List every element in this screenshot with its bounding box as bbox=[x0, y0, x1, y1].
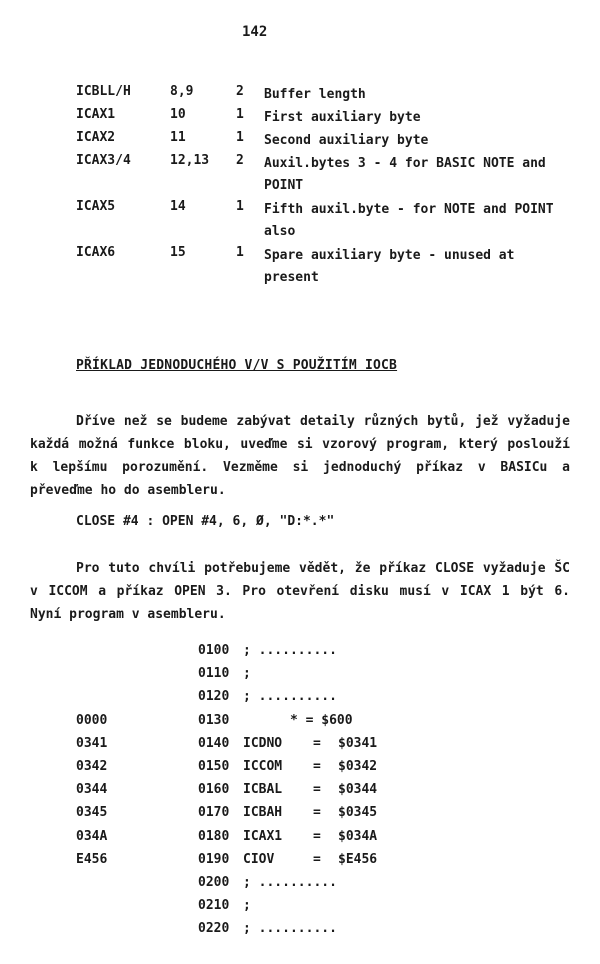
field-description: First auxiliary byte bbox=[264, 110, 421, 125]
field-bytes: 15 bbox=[170, 245, 186, 260]
listing-value: $034A bbox=[338, 828, 378, 844]
listing-row bbox=[0, 759, 600, 782]
listing-value: $0344 bbox=[338, 782, 378, 798]
field-length: 1 bbox=[236, 199, 244, 214]
listing-line-number: 0210 bbox=[198, 898, 230, 914]
listing-value: $0341 bbox=[338, 735, 378, 751]
listing-operator: = bbox=[313, 851, 321, 867]
listing-comment: * = $600 bbox=[243, 712, 353, 728]
listing-comment: ; .......... bbox=[243, 921, 337, 937]
field-bytes: 8,9 bbox=[170, 84, 194, 99]
listing-address: 0341 bbox=[76, 735, 108, 751]
listing-row bbox=[0, 875, 600, 898]
listing-line-number: 0100 bbox=[198, 643, 230, 658]
listing-row bbox=[0, 829, 600, 852]
listing-line-number: 0190 bbox=[198, 851, 230, 867]
listing-label: ICDNO bbox=[243, 735, 283, 751]
listing-line-number: 0140 bbox=[198, 735, 230, 751]
paragraph-explanation bbox=[30, 557, 570, 626]
field-description: Spare auxiliary byte - unused at present bbox=[264, 248, 515, 285]
listing-address: 0342 bbox=[76, 759, 108, 774]
field-description: Fifth auxil.byte - for NOTE and POINT also bbox=[264, 202, 554, 239]
field-length: 1 bbox=[236, 245, 244, 260]
listing-line-number: 0200 bbox=[198, 875, 230, 890]
field-bytes: 14 bbox=[170, 199, 186, 214]
basic-statement: CLOSE #4 : OPEN #4, 6, Ø, "D:*.*" bbox=[76, 514, 335, 529]
listing-line-number: 0180 bbox=[198, 828, 230, 844]
field-bytes: 10 bbox=[170, 107, 186, 122]
listing-operator: = bbox=[313, 735, 321, 751]
field-description: Second auxiliary byte bbox=[264, 133, 429, 148]
field-name: ICBLL/H bbox=[76, 84, 131, 99]
listing-row bbox=[0, 852, 600, 875]
field-name: ICAX6 bbox=[76, 245, 116, 260]
field-length: 1 bbox=[236, 130, 244, 145]
listing-line-number: 0220 bbox=[198, 921, 230, 937]
listing-label: ICBAH bbox=[243, 805, 283, 821]
field-name: ICAX5 bbox=[76, 199, 116, 214]
listing-row bbox=[0, 921, 600, 944]
listing-row bbox=[0, 805, 600, 828]
listing-line-number: 0170 bbox=[198, 805, 230, 821]
listing-row bbox=[0, 736, 600, 759]
paragraph-text: Pro tuto chvíli potřebujeme vědět, že příkaz CLOSE vyžaduje ŠC v ICCOM a příkaz OPEN 3. Pro otevření disku musí v ICAX 1 být 6. Nyní program v asembleru. bbox=[30, 561, 570, 622]
listing-value: $E456 bbox=[338, 851, 378, 867]
listing-address: 0345 bbox=[76, 805, 108, 821]
listing-address: 0000 bbox=[76, 712, 108, 728]
listing-line-number: 0160 bbox=[198, 782, 230, 798]
paragraph-intro bbox=[30, 410, 570, 502]
listing-line-number: 0150 bbox=[198, 759, 230, 774]
section-heading: PŘÍKLAD JEDNODUCHÉHO V/V S POUŽITÍM IOCB bbox=[76, 358, 398, 373]
listing-address: 034A bbox=[76, 828, 108, 844]
field-bytes: 12,13 bbox=[170, 153, 210, 168]
listing-line-number: 0110 bbox=[198, 666, 230, 682]
field-name: ICAX3/4 bbox=[76, 153, 131, 168]
field-bytes: 11 bbox=[170, 130, 186, 145]
listing-label: ICCOM bbox=[243, 759, 283, 774]
field-name: ICAX2 bbox=[76, 130, 116, 145]
listing-row bbox=[0, 689, 600, 712]
field-length: 2 bbox=[236, 153, 244, 168]
listing-operator: = bbox=[313, 782, 321, 798]
listing-line-number: 0120 bbox=[198, 689, 230, 705]
listing-row bbox=[0, 898, 600, 921]
listing-value: $0342 bbox=[338, 759, 378, 774]
page-number: 142 bbox=[242, 24, 268, 40]
field-length: 2 bbox=[236, 84, 244, 99]
listing-value: $0345 bbox=[338, 805, 378, 821]
listing-comment: ; .......... bbox=[243, 689, 337, 705]
listing-comment: ; .......... bbox=[243, 643, 337, 658]
listing-address: 0344 bbox=[76, 782, 108, 798]
listing-label: ICAX1 bbox=[243, 828, 283, 844]
listing-row bbox=[0, 643, 600, 666]
listing-label: ICBAL bbox=[243, 782, 283, 798]
listing-line-number: 0130 bbox=[198, 712, 230, 728]
listing-operator: = bbox=[313, 828, 321, 844]
listing-operator: = bbox=[313, 759, 321, 774]
listing-label: CIOV bbox=[243, 851, 275, 867]
field-name: ICAX1 bbox=[76, 107, 116, 122]
listing-row bbox=[0, 666, 600, 689]
field-length: 1 bbox=[236, 107, 244, 122]
listing-comment: ; .......... bbox=[243, 875, 337, 890]
listing-comment: ; bbox=[243, 898, 251, 914]
listing-row bbox=[0, 782, 600, 805]
listing-address: E456 bbox=[76, 851, 108, 867]
paragraph-text: Dříve než se budeme zabývat detaily různých bytů, jež vyžaduje každá možná funkce bloku, uveďme si vzorový program, který poslouží k lepšímu porozumění. Vezměme si jednoduchý příkaz v BASICu a převeďme ho do asembleru. bbox=[30, 414, 570, 498]
field-description: Auxil.bytes 3 - 4 for BASIC NOTE and POINT bbox=[264, 156, 546, 193]
listing-comment: ; bbox=[243, 666, 251, 682]
listing-operator: = bbox=[313, 805, 321, 821]
field-description: Buffer length bbox=[264, 87, 366, 102]
listing-row bbox=[0, 713, 600, 736]
